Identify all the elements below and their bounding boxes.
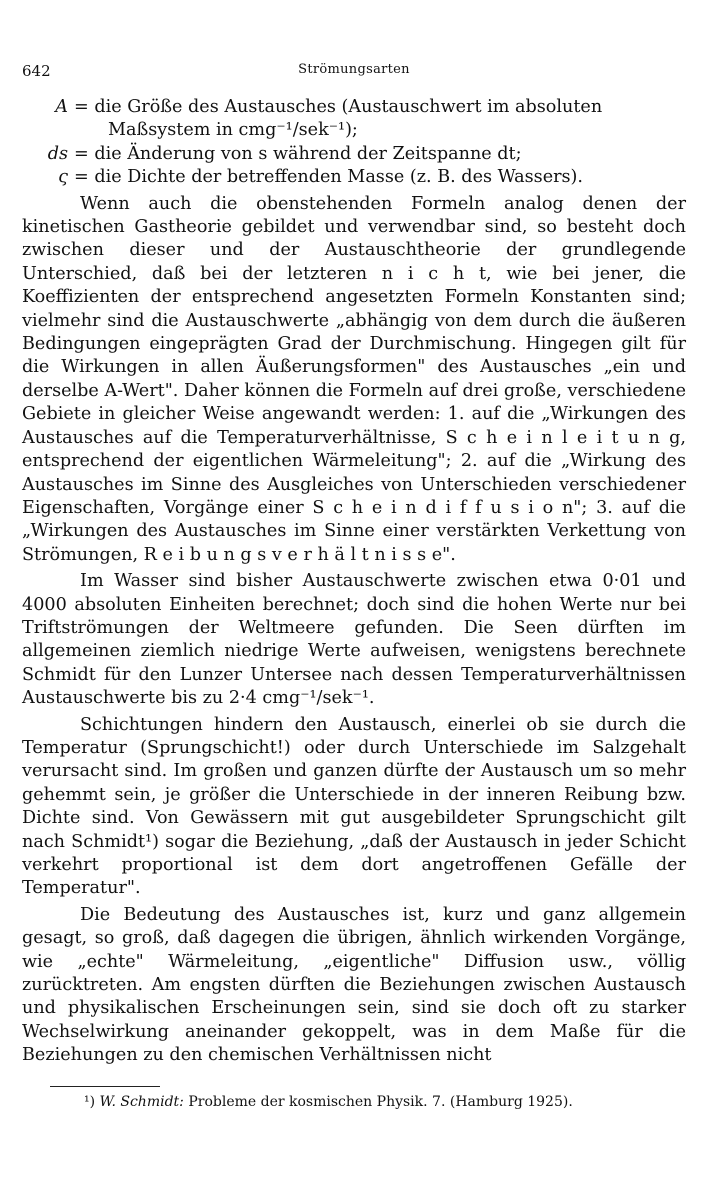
definition-item xyxy=(22,96,686,143)
definition-text: = die Dichte der betreffenden Masse (z. B. des Wassers). xyxy=(74,167,584,188)
footnote-author: W. Schmidt: xyxy=(99,1093,184,1110)
definition-text: = die Größe des Austausches (Austauschwert im absoluten xyxy=(74,97,603,117)
body-paragraph: Im Wasser sind bisher Austauschwerte zwischen etwa 0·01 und 4000 absoluten Einheiten berechnet; doch sind die hohen Werte nur bei Triftströmungen der Weltmeere gefunden. Die Seen dürften im allgemeinen ziemlich niedrige Werte aufweisen, wenigstens berechnete Schmidt für den Lunzer Untersee nach dessen Temperaturverhältnissen Austauschwerte bis zu 2·4 cmg⁻¹/sek⁻¹. xyxy=(22,571,686,709)
body-paragraph: Wenn auch die obenstehenden Formeln analog denen der kinetischen Gastheorie gebildet und verwendbar sind, so besteht doch zwischen dieser und der Austauschtheorie der grundlegende Unterschied, daß bei der letzteren n i c h t, wie bei jener, die Koeffizienten der entsprechend angesetzten Formeln Konstanten sind; vielmehr sind die Austauschwerte „abhängig von dem durch die äußeren Bedingungen eingeprägten Grad der Durchmischung. Hingegen gilt für die Wirkungen in allen Äußerungsformen" des Austausches „ein und derselbe A-Wert". Daher können die Formeln auf drei große, verschiedene Gebiete in gleicher Weise angewandt werden: 1. auf die „Wirkungen des Austausches auf die Temperaturverhältnisse, S c h e i n l e i t u n g, entsprechend der eigentlichen Wärmeleitung"; 2. auf die „Wirkung des Austausches im Sinne des Ausgleiches von Unterschieden verschiedener Eigenschaften, Vorgänge einer S c h e i n d i f f u s i o n"; 3. auf die „Wirkungen des Austausches im Sinne einer verstärkten Verkettung von Strömungen, R e i b u n g s v e r h ä l t n i s s e". xyxy=(22,193,686,565)
footnote-marker: ¹) xyxy=(84,1093,96,1110)
definition-symbol: A xyxy=(55,97,68,117)
definition-item xyxy=(22,166,686,189)
body-paragraph: Die Bedeutung des Austausches ist, kurz und ganz allgemein gesagt, so groß, daß dagegen die übrigen, ähnlich wirkenden Vorgänge, wie „echte" Wärmeleitung, „eigentliche" Diffusion usw., völlig zurücktreten. Am engsten dürften die Beziehungen zwischen Austausch und physikalischen Erscheinungen sein, sind sie doch oft zu starker Wechselwirkung aneinander gekoppelt, was in dem Maße für die Beziehungen zu den chemischen Verhältnissen nicht xyxy=(22,904,686,1066)
running-title: Strömungsarten xyxy=(298,62,410,77)
definition-symbol: ς xyxy=(58,167,68,188)
page-number: 642 xyxy=(22,62,51,80)
definition-text-continued: Maßsystem in cmg⁻¹/sek⁻¹); xyxy=(108,120,358,141)
footnote xyxy=(22,1093,686,1111)
footnote-divider xyxy=(50,1086,160,1087)
footnote-text: Probleme der kosmischen Physik. 7. (Hamburg 1925). xyxy=(188,1093,573,1110)
definition-symbol: ds xyxy=(47,143,68,164)
definition-text: = die Änderung von s während der Zeitspanne dt; xyxy=(74,143,522,164)
body-paragraph: Schichtungen hindern den Austausch, einerlei ob sie durch die Temperatur (Sprungschicht!) oder durch Unterschiede im Salzgehalt verursacht sind. Im großen und ganzen dürfte der Austausch um so mehr gehemmt sein, je größer die Unterschiede in der inneren Reibung bzw. Dichte sind. Von Gewässern mit gut ausgebildeter Sprungschicht gilt nach Schmidt¹) sogar die Beziehung, „daß der Austausch in jeder Schicht verkehrt proportional ist dem dort angetroffenen Gefälle der Temperatur". xyxy=(22,714,686,899)
definition-item xyxy=(22,143,686,166)
definition-list xyxy=(22,96,686,190)
page-header xyxy=(22,62,686,88)
